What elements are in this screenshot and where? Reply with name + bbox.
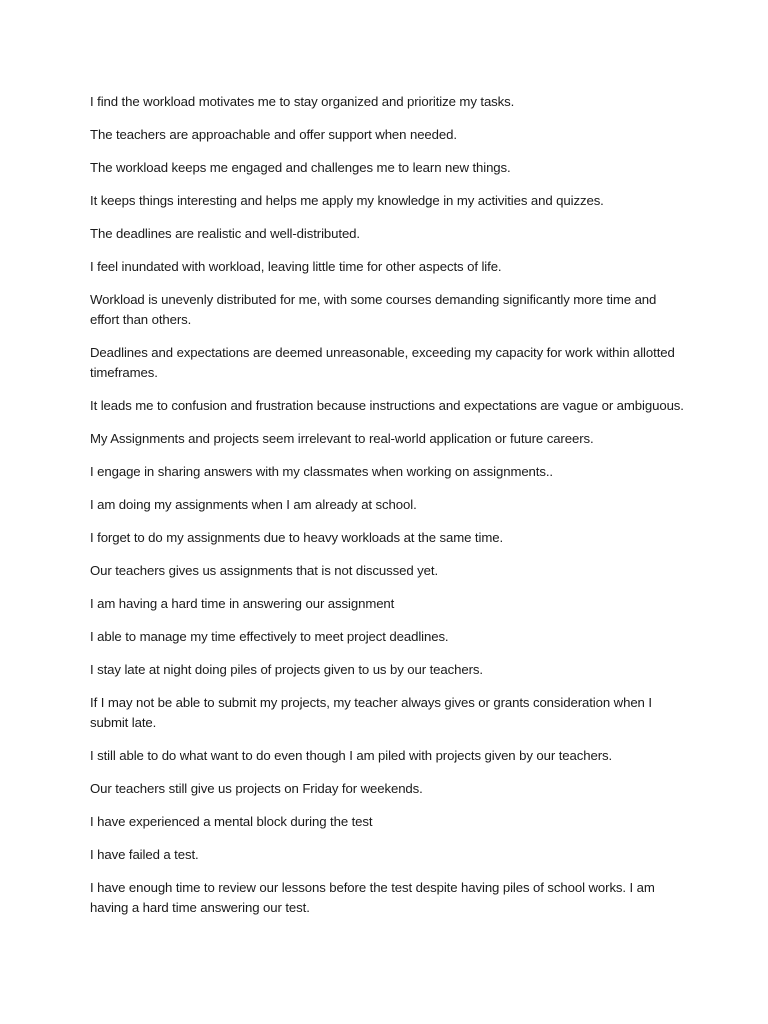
paragraph-8: Deadlines and expectations are deemed unreasonable, exceeding my capacity for work within allotted timeframes. bbox=[90, 345, 675, 380]
paragraph-7: Workload is unevenly distributed for me, with some courses demanding significantly more time and effort than others. bbox=[90, 292, 657, 327]
paragraph-9: It leads me to confusion and frustration because instructions and expectations are vague or ambiguous. bbox=[90, 398, 684, 413]
paragraph-3: The workload keeps me engaged and challenges me to learn new things. bbox=[90, 160, 511, 175]
paragraph-21: I have experienced a mental block during the test bbox=[90, 814, 373, 829]
paragraph-10: My Assignments and projects seem irrelevant to real-world application or future careers. bbox=[90, 431, 594, 446]
paragraph-11: I engage in sharing answers with my classmates when working on assignments.. bbox=[90, 464, 553, 479]
paragraph-6: I feel inundated with workload, leaving little time for other aspects of life. bbox=[90, 259, 502, 274]
paragraph-18: If I may not be able to submit my projects, my teacher always gives or grants consideration when I submit late. bbox=[90, 695, 652, 730]
paragraph-19: I still able to do what want to do even though I am piled with projects given by our teachers. bbox=[90, 748, 613, 763]
paragraph-2: The teachers are approachable and offer support when needed. bbox=[90, 127, 457, 142]
paragraph-20: Our teachers still give us projects on Friday for weekends. bbox=[90, 781, 423, 796]
paragraph-5: The deadlines are realistic and well-distributed. bbox=[90, 226, 360, 241]
paragraph-13: I forget to do my assignments due to heavy workloads at the same time. bbox=[90, 530, 504, 545]
paragraph-23: I have enough time to review our lessons before the test despite having piles of school works. I am having a hard time answering our test. bbox=[90, 880, 655, 915]
paragraph-12: I am doing my assignments when I am already at school. bbox=[90, 497, 417, 512]
paragraph-1: I find the workload motivates me to stay organized and prioritize my tasks. bbox=[90, 94, 515, 109]
document-page bbox=[90, 92, 686, 931]
paragraph-14: Our teachers gives us assignments that is not discussed yet. bbox=[90, 563, 439, 578]
paragraph-17: I stay late at night doing piles of projects given to us by our teachers. bbox=[90, 662, 483, 677]
paragraph-22: I have failed a test. bbox=[90, 847, 199, 862]
paragraph-16: I able to manage my time effectively to meet project deadlines. bbox=[90, 629, 449, 644]
paragraph-4: It keeps things interesting and helps me apply my knowledge in my activities and quizzes. bbox=[90, 193, 604, 208]
paragraph-15: I am having a hard time in answering our assignment bbox=[90, 596, 395, 611]
